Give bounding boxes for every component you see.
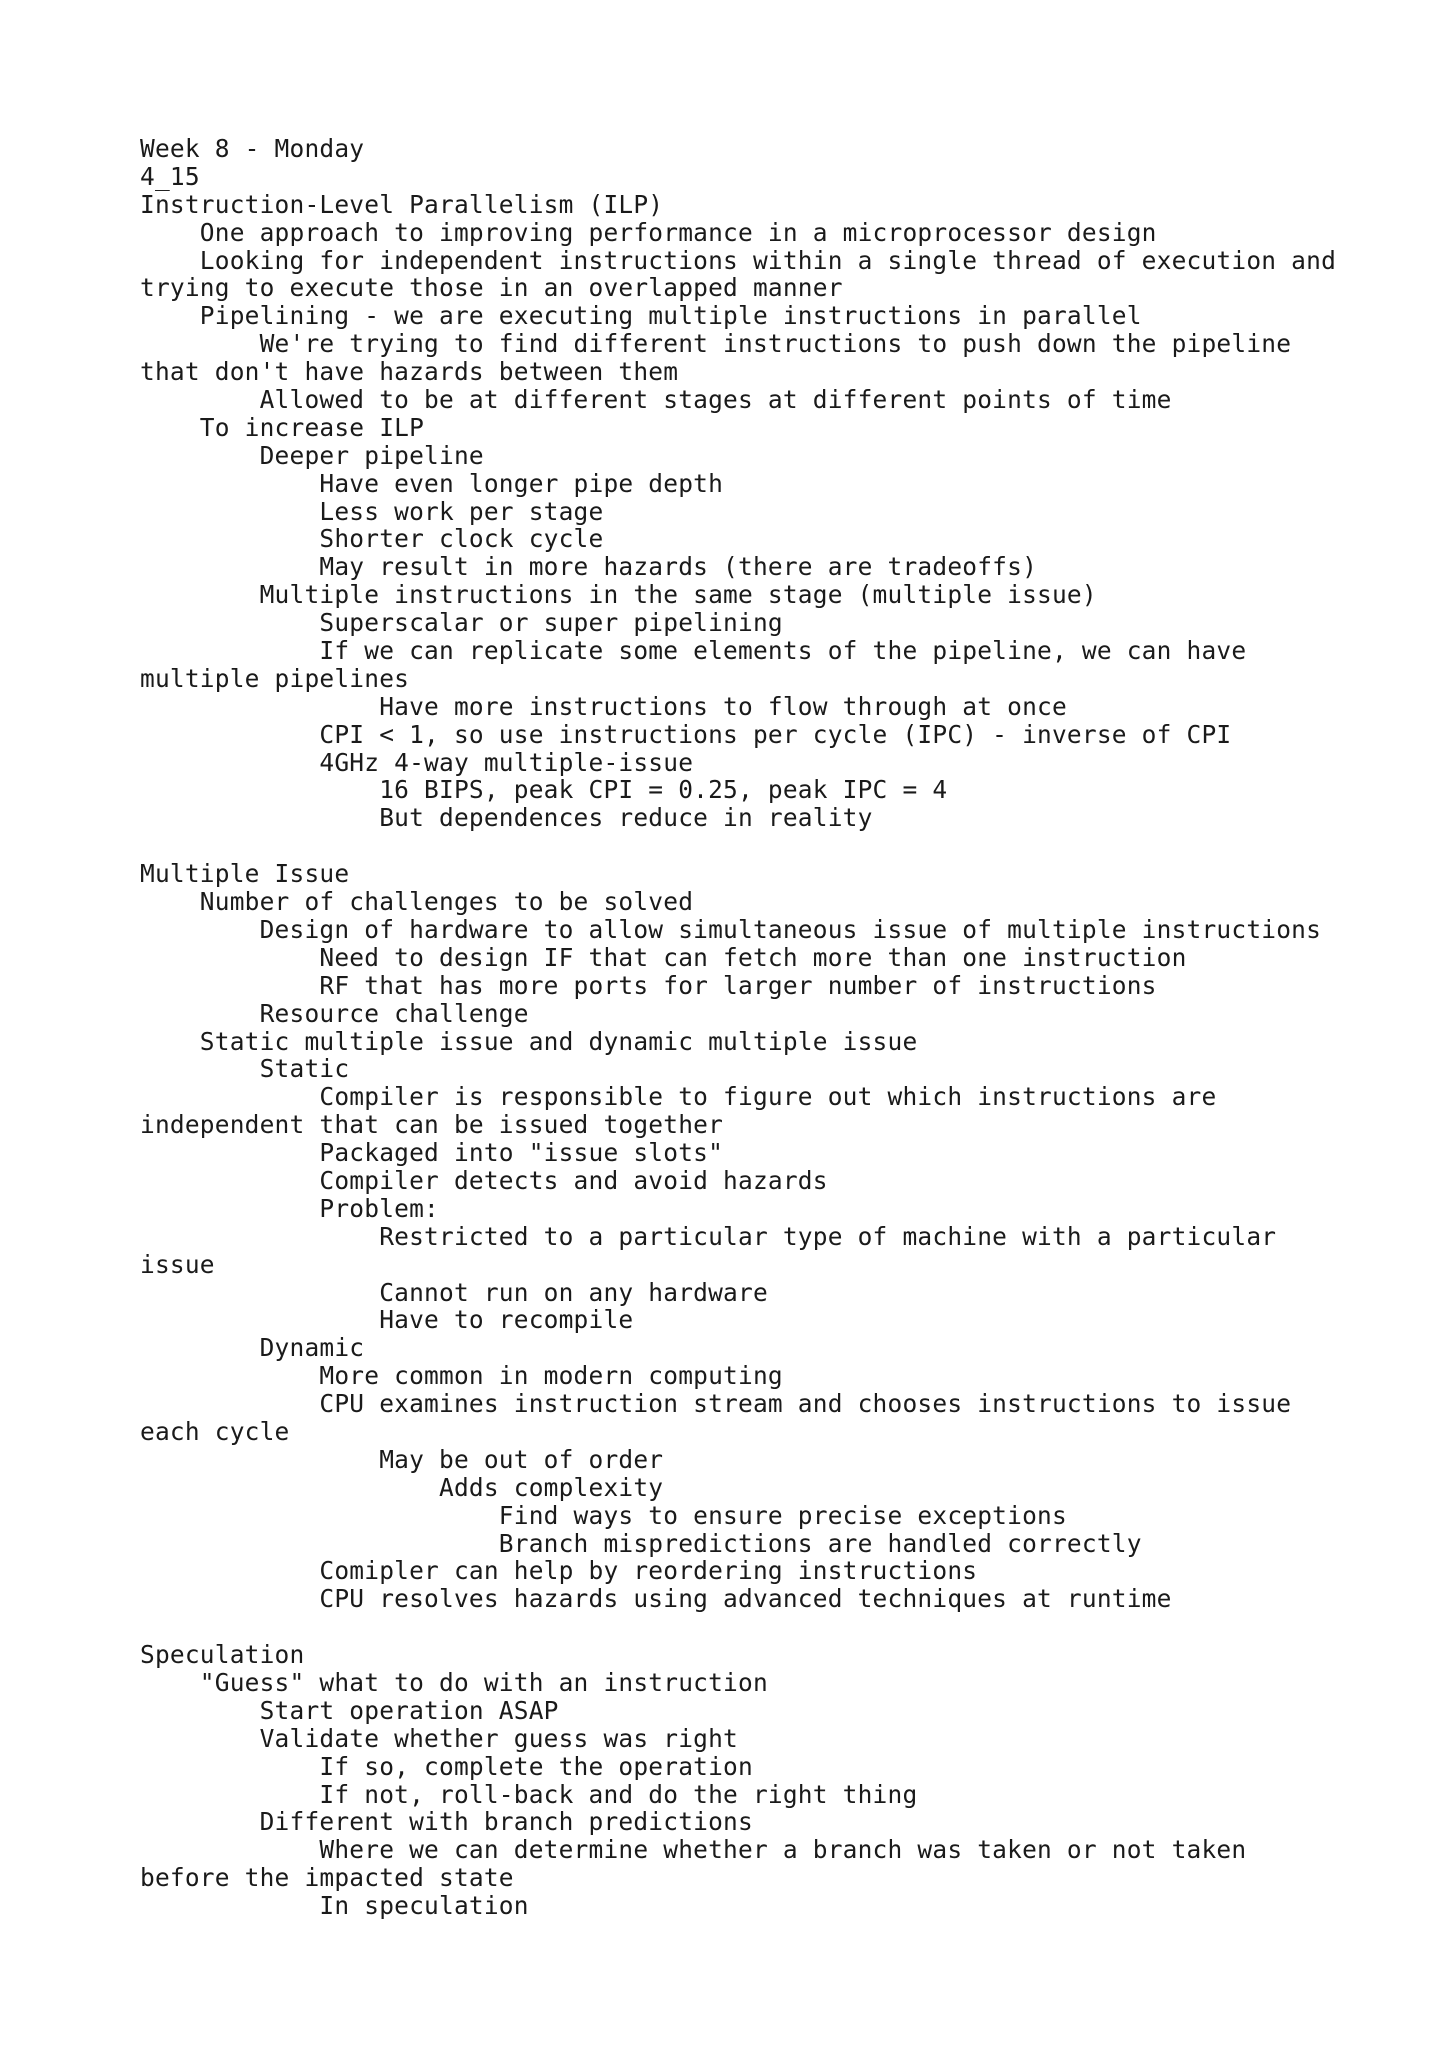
text-line: 4_15 [140,161,200,191]
text-line: We're trying to find different instructions to push down the pipeline [140,329,1292,359]
text-line: Validate whether guess was right [140,1723,739,1753]
text-line: Static [140,1054,350,1084]
text-line: CPU examines instruction stream and chooses instructions to issue [140,1389,1292,1419]
text-line: RF that has more ports for larger number of instructions [140,970,1157,1000]
text-line: Have more instructions to flow through at once [140,691,1067,721]
text-line: Superscalar or super pipelining [140,608,783,638]
text-line: If not, roll-back and do the right thing [140,1779,918,1809]
text-line: Multiple instructions in the same stage (multiple issue) [140,580,1097,610]
text-line: CPI < 1, so use instructions per cycle (IPC) - inverse of CPI [140,719,1232,749]
text-line: Compiler detects and avoid hazards [140,1165,828,1195]
text-line: Comipler can help by reordering instructions [140,1556,978,1586]
text-line: 16 BIPS, peak CPI = 0.25, peak IPC = 4 [140,775,948,805]
text-line: Number of challenges to be solved [140,887,694,917]
text-line: "Guess" what to do with an instruction [140,1667,768,1697]
text-line: independent that can be issued together [140,1110,724,1140]
text-line: In speculation [140,1891,529,1921]
text-line: before the impacted state [140,1863,514,1893]
text-line: If we can replicate some elements of the pipeline, we can have [140,636,1247,666]
text-line: Restricted to a particular type of machine with a particular [140,1221,1277,1251]
text-line: Pipelining - we are executing multiple instructions in parallel [140,301,1142,331]
text-line: issue [140,1249,215,1279]
text-line: Speculation [140,1640,305,1670]
text-line: One approach to improving performance in a microprocessor design [140,217,1157,247]
text-line: Shorter clock cycle [140,524,604,554]
text-line: To increase ILP [140,412,425,442]
text-line: trying to execute those in an overlapped manner [140,273,843,303]
text-line: Allowed to be at different stages at different points of time [140,385,1172,415]
text-line: Start operation ASAP [140,1695,559,1725]
text-line: Problem: [140,1193,440,1223]
text-line: Find ways to ensure precise exceptions [140,1500,1067,1530]
text-line: Need to design IF that can fetch more than one instruction [140,942,1187,972]
text-line: If so, complete the operation [140,1751,753,1781]
text-line: May result in more hazards (there are tradeoffs) [140,552,1038,582]
text-line: Where we can determine whether a branch was taken or not taken [140,1835,1247,1865]
text-line: Instruction-Level Parallelism (ILP) [140,189,664,219]
text-line: multiple pipelines [140,663,410,693]
text-line: Adds complexity [140,1472,664,1502]
text-line: But dependences reduce in reality [140,803,873,833]
text-line: May be out of order [140,1444,664,1474]
text-line: Packaged into "issue slots" [140,1138,724,1168]
text-line: Have even longer pipe depth [140,468,724,498]
text-line [140,1613,1430,1641]
text-line: Less work per stage [140,496,604,526]
text-line: Week 8 - Monday [140,134,365,163]
text-line: Compiler is responsible to figure out which instructions are [140,1082,1217,1112]
text-line: Static multiple issue and dynamic multiple issue [140,1026,918,1056]
text-line: Design of hardware to allow simultaneous issue of multiple instructions [140,914,1322,944]
text-line: Branch mispredictions are handled correctly [140,1528,1142,1558]
text-line: Cannot run on any hardware [140,1277,768,1307]
text-line: 4GHz 4-way multiple-issue [140,747,694,777]
text-line: Have to recompile [140,1305,634,1335]
text-line: Looking for independent instructions within a single thread of execution and [140,245,1337,275]
text-line: CPU resolves hazards using advanced techniques at runtime [140,1584,1172,1614]
text-line: each cycle [140,1416,290,1446]
text-line: Dynamic [140,1333,365,1363]
text-line: Multiple Issue [140,859,350,889]
text-line [140,832,1430,860]
text-line: that don't have hazards between them [140,357,679,387]
text-line: Resource challenge [140,998,529,1028]
notes-text-block [140,135,1430,1920]
text-line: Deeper pipeline [140,440,484,470]
text-line: Different with branch predictions [140,1807,753,1837]
text-line: More common in modern computing [140,1361,783,1391]
